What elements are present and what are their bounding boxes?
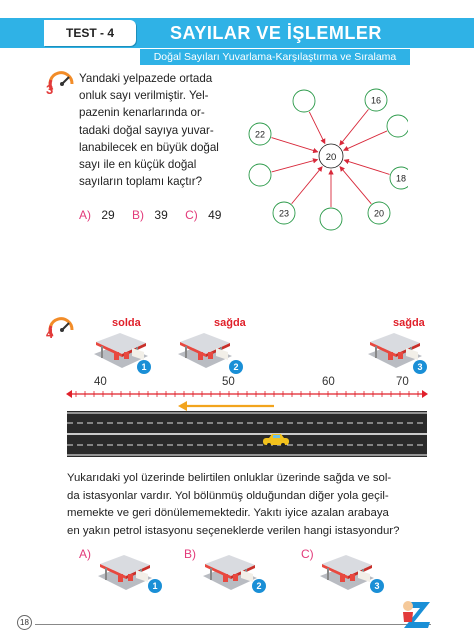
fan-outer-value: 23 xyxy=(278,208,290,219)
question-3-options xyxy=(79,208,235,222)
number-line-label: 60 xyxy=(322,376,335,388)
question-4-line: Yukarıdaki yol üzerinde belirtilen onluklar üzerinde sağda ve sol- xyxy=(67,472,392,484)
question-3-line: tadaki doğal sayıya yuvar- xyxy=(79,123,214,137)
option-b-number: 2 xyxy=(252,579,266,593)
fan-outer-value: 22 xyxy=(254,129,266,140)
station-3-label: sağda xyxy=(393,317,425,329)
question-4-line: da istasyonlar vardır. Yol bölünmüş olduğundan diğer yola geçil- xyxy=(67,489,389,502)
fan-outer-circle xyxy=(387,115,408,137)
station-2-number: 2 xyxy=(229,360,243,374)
number-line xyxy=(66,388,428,400)
fan-arrow xyxy=(309,112,325,144)
number-fan-diagram xyxy=(238,78,408,238)
fan-arrow xyxy=(344,131,387,150)
option-b-letter: B) xyxy=(184,547,196,561)
fan-arrow xyxy=(272,160,318,172)
station-1-label: solda xyxy=(112,317,141,329)
fan-outer-value: 20 xyxy=(373,208,385,219)
station-2-label: sağda xyxy=(214,317,246,329)
option-c-station xyxy=(318,552,376,594)
gas-station-2 xyxy=(176,330,234,372)
station-1-number: 1 xyxy=(137,360,151,374)
fan-outer-value: 18 xyxy=(395,173,407,184)
page-title: SAYILAR VE İŞLEMLER xyxy=(170,23,382,43)
number-line-label: 40 xyxy=(94,376,107,388)
question-3-line: pazenin kenarlarında or- xyxy=(79,106,205,120)
mascot-logo-icon xyxy=(400,598,434,630)
fan-arrow xyxy=(344,160,389,174)
number-line-label: 70 xyxy=(396,376,409,388)
option-a-number: 1 xyxy=(148,579,162,593)
fan-arrow xyxy=(292,167,322,204)
taxi-car-icon xyxy=(262,433,290,447)
divided-road xyxy=(67,411,427,457)
question-3-number: 3 xyxy=(46,82,54,97)
question-4-text xyxy=(67,470,439,540)
option-a-letter: A) xyxy=(79,547,91,561)
option-a-station xyxy=(96,552,154,594)
number-line-label: 50 xyxy=(222,376,235,388)
fan-center-value: 20 xyxy=(325,152,337,163)
question-3-line: sayı ile en küçük doğal xyxy=(79,158,197,172)
station-3-number: 3 xyxy=(413,360,427,374)
question-4-number: 4 xyxy=(46,326,54,341)
option-c-number: 3 xyxy=(370,579,384,593)
page-number: 18 xyxy=(17,615,32,630)
question-4-line: en yakın petrol istasyonu seçeneklerde verilen hangi istasyondur? xyxy=(67,524,400,537)
fan-outer-value: 16 xyxy=(370,95,382,106)
option-b[interactable]: B) 39 xyxy=(132,208,168,222)
option-c[interactable]: C) 49 xyxy=(185,208,222,222)
question-3-line: lanabilecek en büyük doğal xyxy=(79,140,219,154)
test-label: TEST - 4 xyxy=(44,20,136,46)
fan-arrow xyxy=(340,109,369,145)
question-3-line: onluk sayı verilmiştir. Yel- xyxy=(79,89,209,103)
question-4-line: memekte ve geri dönülememektedir. Yakıtı iyice azalan arabaya xyxy=(67,507,389,520)
direction-arrow-left-icon xyxy=(178,401,274,411)
option-c-letter: C) xyxy=(301,547,314,561)
question-3-text xyxy=(79,70,219,190)
fan-outer-circle xyxy=(293,90,315,112)
question-3-line: sayıların toplamı kaçtır? xyxy=(79,175,203,189)
footer-divider xyxy=(35,624,431,625)
subtitle: Doğal Sayıları Yuvarlama-Karşılaştırma ve Sıralama xyxy=(140,49,410,65)
question-3-line: Yandaki yelpazede ortada xyxy=(79,72,213,85)
option-a[interactable]: A) 29 xyxy=(79,208,115,222)
fan-outer-circle xyxy=(249,164,271,186)
option-b-station xyxy=(201,552,259,594)
fan-arrow xyxy=(340,167,371,204)
fan-arrow xyxy=(271,138,317,152)
fan-outer-circle xyxy=(320,208,342,230)
